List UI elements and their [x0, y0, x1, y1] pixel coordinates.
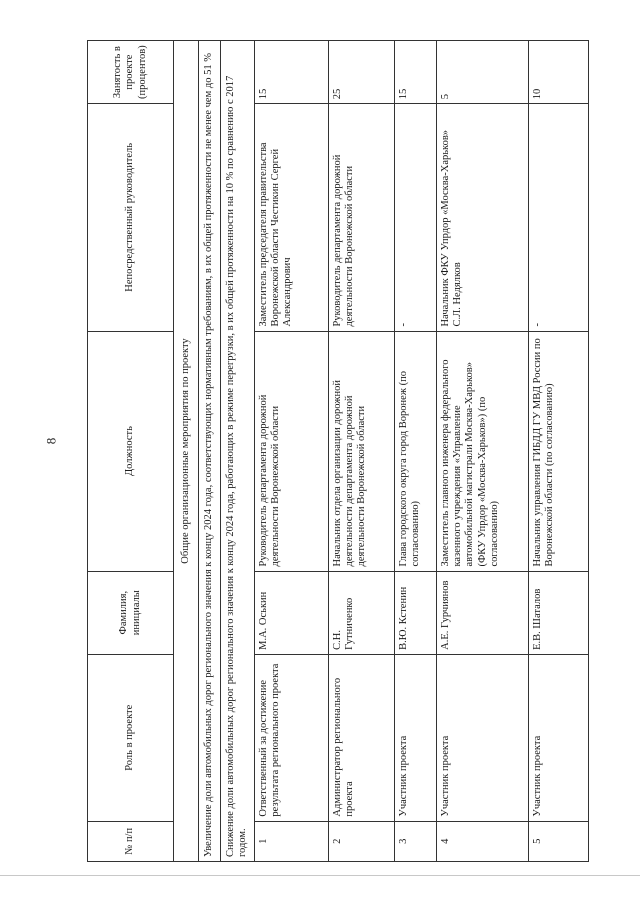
project-participants-table	[87, 40, 589, 862]
row-role: Участник проекта	[528, 654, 588, 821]
goal-row	[199, 41, 220, 862]
scan-edge-line	[0, 875, 640, 876]
row-load: 15	[394, 41, 436, 104]
row-num: 3	[394, 821, 436, 861]
row-role: Участник проекта	[394, 654, 436, 821]
section-row	[174, 41, 199, 862]
page-number: 8	[43, 437, 59, 445]
row-role: Администратор регионального проекта	[328, 654, 394, 821]
row-supervisor: -	[528, 104, 588, 331]
section-title: Общие организационные мероприятия по проекту	[174, 41, 199, 862]
row-num: 4	[436, 821, 528, 861]
table-row	[528, 41, 588, 862]
header-position: Должность	[88, 331, 174, 571]
header-role: Роль в проекте	[88, 654, 174, 821]
row-name: М.А. Оськин	[254, 571, 328, 654]
row-supervisor: -	[394, 104, 436, 331]
row-role: Участник проекта	[436, 654, 528, 821]
row-name: А.Е. Гурчиянов	[436, 571, 528, 654]
row-position: Руководитель департамента дорожной деятельности Воронежской области	[254, 331, 328, 571]
row-role: Ответственный за достижение результата регионального проекта	[254, 654, 328, 821]
rotated-table-container	[87, 40, 555, 862]
row-name: В.Ю. Кстенин	[394, 571, 436, 654]
row-load: 10	[528, 41, 588, 104]
table-row	[254, 41, 328, 862]
row-position: Начальник отдела организации дорожной деятельности департамента дорожной деятельности Воронежской области	[328, 331, 394, 571]
row-supervisor: Начальник ФКУ Упрдор «Москва-Харьков» С.Л. Недялков	[436, 104, 528, 331]
row-supervisor: Руководитель департамента дорожной деятельности Воронежской области	[328, 104, 394, 331]
goal-text-2: Снижение доли автомобильных дорог регионального значения к концу 2024 года, работающих в режиме перегрузки, в их общей протяженности на 10 % по сравнению с 2017 годом.	[220, 41, 254, 862]
row-num: 1	[254, 821, 328, 861]
table-row	[394, 41, 436, 862]
table-row	[328, 41, 394, 862]
row-name: С.Н. Гутниченко	[328, 571, 394, 654]
row-position: Начальник управления ГИБДД ГУ МВД России по Воронежской области (по согласованию)	[528, 331, 588, 571]
row-load: 25	[328, 41, 394, 104]
table-row	[436, 41, 528, 862]
goal-row	[220, 41, 254, 862]
goal-text-1: Увеличение доли автомобильных дорог регионального значения к концу 2024 года, соответствующих нормативным требованиям, в их общей протяженности не менее чем до 51 %	[199, 41, 220, 862]
row-position: Заместитель главного инженера федерального казенного учреждения «Управление автомобильной магистрали Москва-Харьков» (ФКУ Упрдор «Москва-Харьков») (по согласованию)	[436, 331, 528, 571]
row-num: 2	[328, 821, 394, 861]
header-name: Фамилия, инициалы	[88, 571, 174, 654]
header-num: № п/п	[88, 821, 174, 861]
row-position: Глава городского округа город Воронеж (по согласованию)	[394, 331, 436, 571]
table-header-row	[88, 41, 174, 862]
header-supervisor: Непосредственный руководитель	[88, 104, 174, 331]
row-num: 5	[528, 821, 588, 861]
row-supervisor: Заместитель председателя правительства Воронежской области Честикин Сергей Александрович	[254, 104, 328, 331]
row-load: 15	[254, 41, 328, 104]
header-load: Занятость в проекте (процентов)	[88, 41, 174, 104]
row-load: 5	[436, 41, 528, 104]
row-name: Е.В. Шаталов	[528, 571, 588, 654]
